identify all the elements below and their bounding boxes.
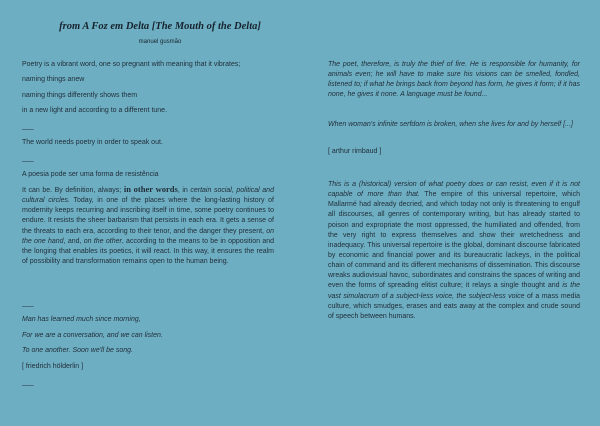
para-italic: on the one hand <box>22 227 274 245</box>
rimbaud-quote: When woman's infinite serfdom is broken, when she lives for and by herself [...] <box>328 121 573 128</box>
para-text: of a mass media culture, which smudges, erases and eats away at the complex and crude sound of speech between humans. <box>328 292 580 320</box>
poem-line: Poetry is a vibrant word, one so pregnant with meaning that it vibrates; <box>22 61 241 68</box>
para-text: The empire of this universal repertoire, which Mallarmé had already decried, and which today not only is threatening to engulf all discourses, all genres of contemporary writing, but has already started to poison and expropriate the most oppressed, the humiliated and offended, from the very right to express themselves and show their wretchedness and inadequacy. This universal repertoire is the global, dominant discourse fabricated by economic and financial power and its bureaucratic lackeys, in the political chain of command and its different mechanisms of dissemination. This discourse wreaks audiovisual havoc, subordinates and constrains the spaces of writing and even the forms of spreading elitist culture; it relays a single thought and <box>328 191 580 290</box>
separator: ___ <box>22 300 34 307</box>
poem-line: in a new light and according to a different tune. <box>22 107 168 114</box>
separator: ___ <box>22 155 34 162</box>
para-text: Today, in one of the places where the long-lasting history of modernity keeps recurring and inscribing itself in time, some poetry continues to endure. It resists the sheer barbarism that persists in each era. It gets a sense of the threats to each era, according to their tenor, and the danger they present, <box>22 197 275 235</box>
para-italic: certain social, political and cultural circles. <box>22 187 274 205</box>
quote-line: For we are a conversation, and we can listen. <box>22 332 163 339</box>
quote-line: To one another. Soon we'll be song. <box>22 347 133 354</box>
citation: [ arthur rimbaud ] <box>328 148 382 155</box>
essay-paragraph <box>22 183 274 267</box>
para-italic: This is a (historical) version of what poetry does or can resist, even if it is not capable of more than that. <box>328 181 580 199</box>
quote-line: Man has learned much since morning, <box>22 316 141 323</box>
portuguese-line: A poesia pode ser uma forma de resistência <box>22 171 159 178</box>
para-text: , according to the means to be in opposition and the longing that enables its poetics, it will react. In this way, it ensures the realm of possibility and transformation remains open to the human being. <box>22 237 274 265</box>
para-emphasis: in other words <box>123 184 178 194</box>
para-text: It can be. By definition, always; <box>22 187 124 194</box>
para-text: , and, <box>63 237 84 245</box>
essay-paragraph <box>328 180 580 322</box>
poem-line: naming things anew <box>22 76 85 83</box>
separator: ___ <box>22 379 34 386</box>
rimbaud-quote: The poet, therefore, is truly the thief of fire. He is responsible for humanity, for animals even; he will have to make sure his visions can be smelled, fondled, listened to; if what he brings back from beyond has form, he gives it form; if it has none, he gives it none. A language must be found... <box>328 61 580 99</box>
citation: [ friedrich hölderlin ] <box>22 363 84 370</box>
para-text: , in <box>177 187 191 194</box>
author-name: manuel gusmão <box>138 39 182 45</box>
para-italic: is the vast simulacrum of a subject-less voice, the subject-less voice <box>328 282 580 300</box>
poem-line: naming things differently shows them <box>22 92 138 99</box>
poem-line: The world needs poetry in order to speak out. <box>22 139 163 146</box>
separator: ___ <box>22 123 34 130</box>
para-italic: on the other <box>83 237 122 245</box>
page-title: from A Foz em Delta [The Mouth of the Delta] <box>59 21 261 32</box>
